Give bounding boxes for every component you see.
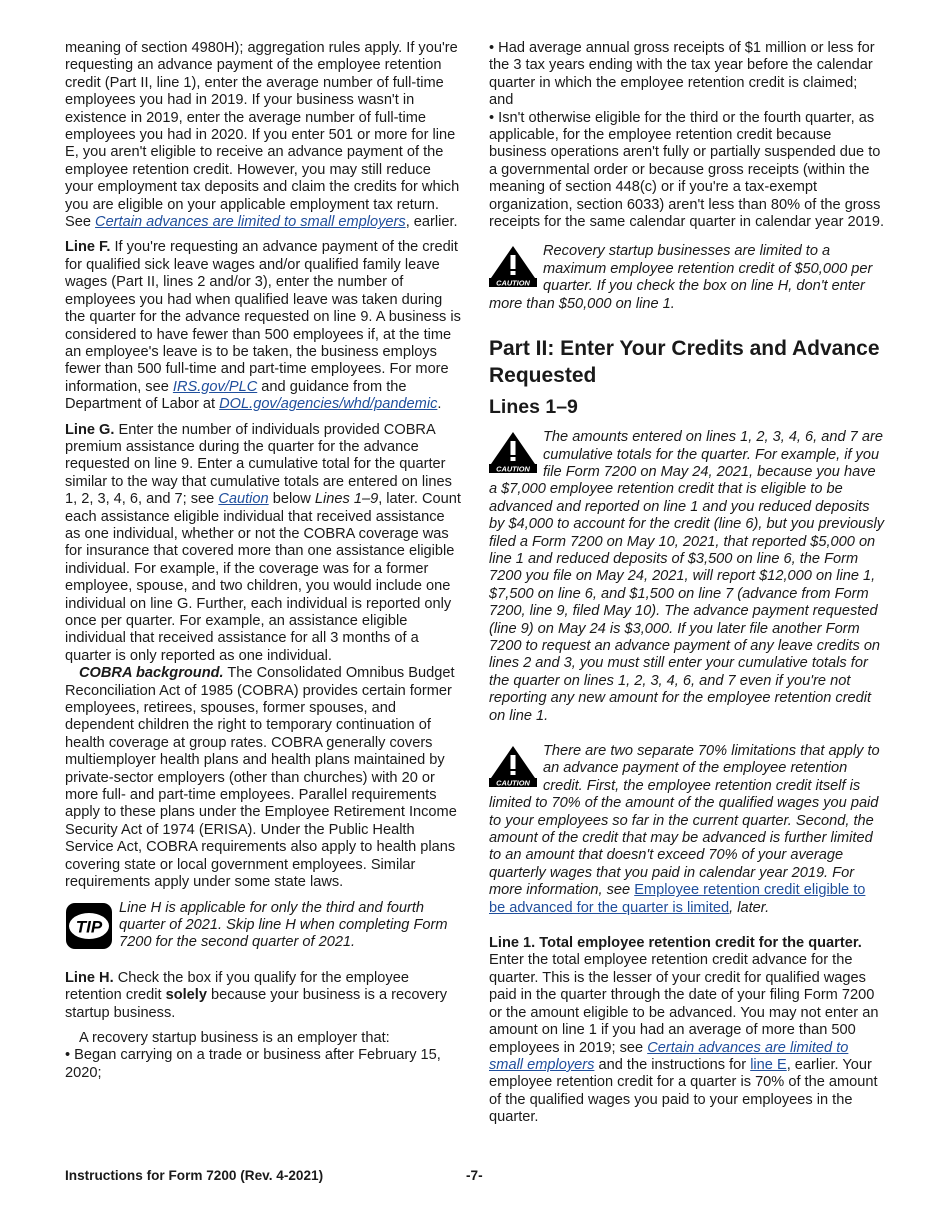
irs-plc-link[interactable]: IRS.gov/PLC <box>172 378 258 395</box>
right-column <box>489 40 885 1127</box>
line-g-paragraph: Line G. Enter the number of individuals provided COBRA premium assistance during the quarter for the advance requested on line 9. Enter a cumulative total for the quarter similar to the way that cumulative totals are entered on lines 1, 2, 3, 4, 6, and 7; see Caution below Lines 1–9, later. Count each assistance eligible individual that received assistance as one individual, whether or not the COBRA coverage was for insurance that covered more than one assistance eligible individual. For example, if the coverage was for a former employee, spouse, and two children, you would include one individual on line G. Further, each individual is reported only once per quarter. For example, an assistance eligible individual that received assistance for all 3 months of a quarter is only reported as one individual. <box>65 421 461 664</box>
caution-note-cumulative <box>489 429 885 725</box>
line-h-paragraph: Line H. Check the box if you qualify for the employee retention credit solely because your business is a recovery startup business. <box>65 969 448 1021</box>
caution-icon <box>489 245 537 287</box>
line-g-heading: Line G. <box>65 421 115 438</box>
cobra-background-heading: COBRA background. <box>79 665 224 682</box>
line-1-heading: Line 1. Total employee retention credit for the quarter. <box>489 935 862 952</box>
tip-note <box>65 900 461 952</box>
form-title-footer: Instructions for Form 7200 (Rev. 4-2021) <box>65 1168 324 1183</box>
line-e-continuation: meaning of section 4980H); aggregation rules apply. If you're requesting an advance payment of the employee retention credit (Part II, line 1), enter the average number of full-time employees you had in 2019. If your business wasn't in existence in 2019, enter the average number of full-time employees you had in 2020. If you enter 501 or more for line E, you aren't eligible to receive an advance payment of the employee retention credit. However, you may still reduce your employment tax deposits and claim the credits for which you are eligible on your applicable employment tax return. See Certain advances are limited to small employers, earlier. <box>65 40 460 231</box>
caution-icon <box>489 745 537 787</box>
svg-text:TIP: TIP <box>75 917 103 936</box>
tip-icon <box>65 902 113 950</box>
caution-text: There are two separate 70% limitations that apply to an advance payment of the employee retention credit. First, the employee retention credit itself is limited to 70% of the amount of the qualified wages you paid to your employees so far in the current quarter. Second, the amount of the credit that may be advanced is further limited to an amount that doesn't exceed 70% of your average quarterly wages that you paid in calendar year 2019. For more information, see <box>489 743 880 899</box>
svg-text:CAUTION: CAUTION <box>496 778 530 787</box>
caution-text: Recovery startup businesses are limited to a maximum employee retention credit of $50,000 per quarter. If you check the box on line H, don't enter more than $50,000 on line 1. <box>489 243 873 312</box>
svg-text:CAUTION: CAUTION <box>496 278 530 288</box>
bullet-item: • Began carrying on a trade or business after February 15, 2020; <box>65 1047 461 1082</box>
line-e-link[interactable]: line E <box>750 1056 787 1073</box>
svg-text:CAUTION: CAUTION <box>496 464 530 474</box>
lines-1-9-subheading: Lines 1–9 <box>489 396 578 419</box>
cobra-background-paragraph: COBRA background. The Consolidated Omnibus Budget Reconciliation Act of 1985 (COBRA) provides certain former employees, retirees, spouses, former spouses, and dependent children the right to temporary continuation of health coverage at group rates. COBRA generally covers multiemployer health plans and health plans maintained by private-sector employers (other than churches) with 20 or more full- and part-time employees. Parallel requirements apply to these plans under the Employee Retirement Income Security Act of 1974 (ERISA). Under the Public Health Service Act, COBRA requirements also apply to health plans covering state or local government employees. Similar requirements apply under some state laws. <box>65 665 457 891</box>
tip-text: Line H is applicable for only the third and fourth quarter of 2021. Skip line H when completing Form 7200 for the second quarter of 2021. <box>119 899 448 951</box>
recovery-startup-intro: A recovery startup business is an employer that: <box>79 1029 390 1046</box>
certain-advances-link[interactable]: Certain advances are limited to small employers <box>489 1039 849 1073</box>
employee-retention-limited-link[interactable]: Employee retention credit eligible to be advanced for the quarter is limited <box>489 882 866 916</box>
caution-icon <box>489 431 537 473</box>
caution-text: The amounts entered on lines 1, 2, 3, 4, 6, and 7 are cumulative totals for the quarter. For example, if you file Form 7200 on May 24, 2021, because you have a $7,000 employee retention credit that is eligible to be advanced and reported on line 1 and you reduced deposits by $4,000 to account for the credit (line 6), but you previously filed a Form 7200 on May 10, 2021, that reported $5,000 on line 1 and reduced deposits of $3,500 on line 6, the Form 7200 you file on May 24, 2021, will report $12,000 on line 1, $7,500 on line 6, and $1,500 on line 7 (advance from Form 7200, line 9, filed May 10). The advance payment requested (line 9) on May 24 is $3,000. If you later file another Form 7200 to request an advance payment of any leave credits on lines 2 and 3, you must still enter your cumulative totals for the quarter on lines 1, 2, 3, 4, 6, and 7 even if you're not reporting any new amount for the employee retention credit on line 1. <box>489 429 885 724</box>
dol-pandemic-link[interactable]: DOL.gov/agencies/whd/pandemic <box>219 396 438 413</box>
line-f-paragraph: Line F. If you're requesting an advance payment of the credit for qualified sick leave wages and/or qualified family leave wages (Part II, lines 2 and/or 3), enter the number of employees you had when qualified leave was taken during the quarter for the advance requested on line 9. A business is considered to have fewer than 500 employees if, at the time an employee's leave is to be taken, the business employs fewer than 500 full-time and part-time employees. For more information, see IRS.gov/PLC and guidance from the Department of Labor at DOL.gov/agencies/whd/pandemic. <box>65 239 461 413</box>
line-1-paragraph: Line 1. Total employee retention credit for the quarter. Enter the total employee retention credit advance for the quarter. This is the lesser of your credit for qualified wages paid in the quarter through the date of your filing Form 7200 or the amount eligible to be advanced. You may not enter an amount on line 1 if you had an average of more than 500 employees in 2019; see Certain advances are limited to small employers and the instructions for line E, earlier. Your employee retention credit for a quarter is 70% of the amount of the qualified wages you paid to your employees in the quarter. <box>489 935 879 1126</box>
caution-link[interactable]: Caution <box>218 491 269 508</box>
caution-note-limitations: CAUTION There are two separate 70% limitations that apply to an advance payment of the employee retention credit. First, the employee retention credit itself is limited to 70% of the amount of the qualified wages you paid to your employees so far in the current quarter. Second, the amount of the credit that may be advanced is further limited to an amount that doesn't exceed 70% of your average quarterly wages that you paid in calendar year 2019. For more information, see Employee retention credit eligible to be advanced for the quarter is limited, later. <box>489 743 880 916</box>
part-ii-heading: Part II: Enter Your Credits and Advance Requested <box>489 337 880 388</box>
page-number: -7- <box>466 1168 483 1183</box>
left-column <box>65 40 461 1082</box>
line-h-heading: Line H. <box>65 969 114 986</box>
certain-advances-link[interactable]: Certain advances are limited to small employers <box>95 214 406 231</box>
line-f-heading: Line F. <box>65 239 111 256</box>
caution-note-recovery <box>489 243 885 313</box>
bullet-item: • Had average annual gross receipts of $1 million or less for the 3 tax years ending with the tax year before the calendar quarter in which the employee retention credit is claimed; and <box>489 40 885 110</box>
bullet-item: • Isn't otherwise eligible for the third or the fourth quarter, as applicable, for the employee retention credit because business operations aren't fully or partially suspended due to a governmental order or because gross receipts (within the meaning of section 448(c) or if you're a tax-exempt organization, section 6033) aren't less than 80% of the gross receipts for the same calendar quarter in calendar year 2019. <box>489 110 885 232</box>
